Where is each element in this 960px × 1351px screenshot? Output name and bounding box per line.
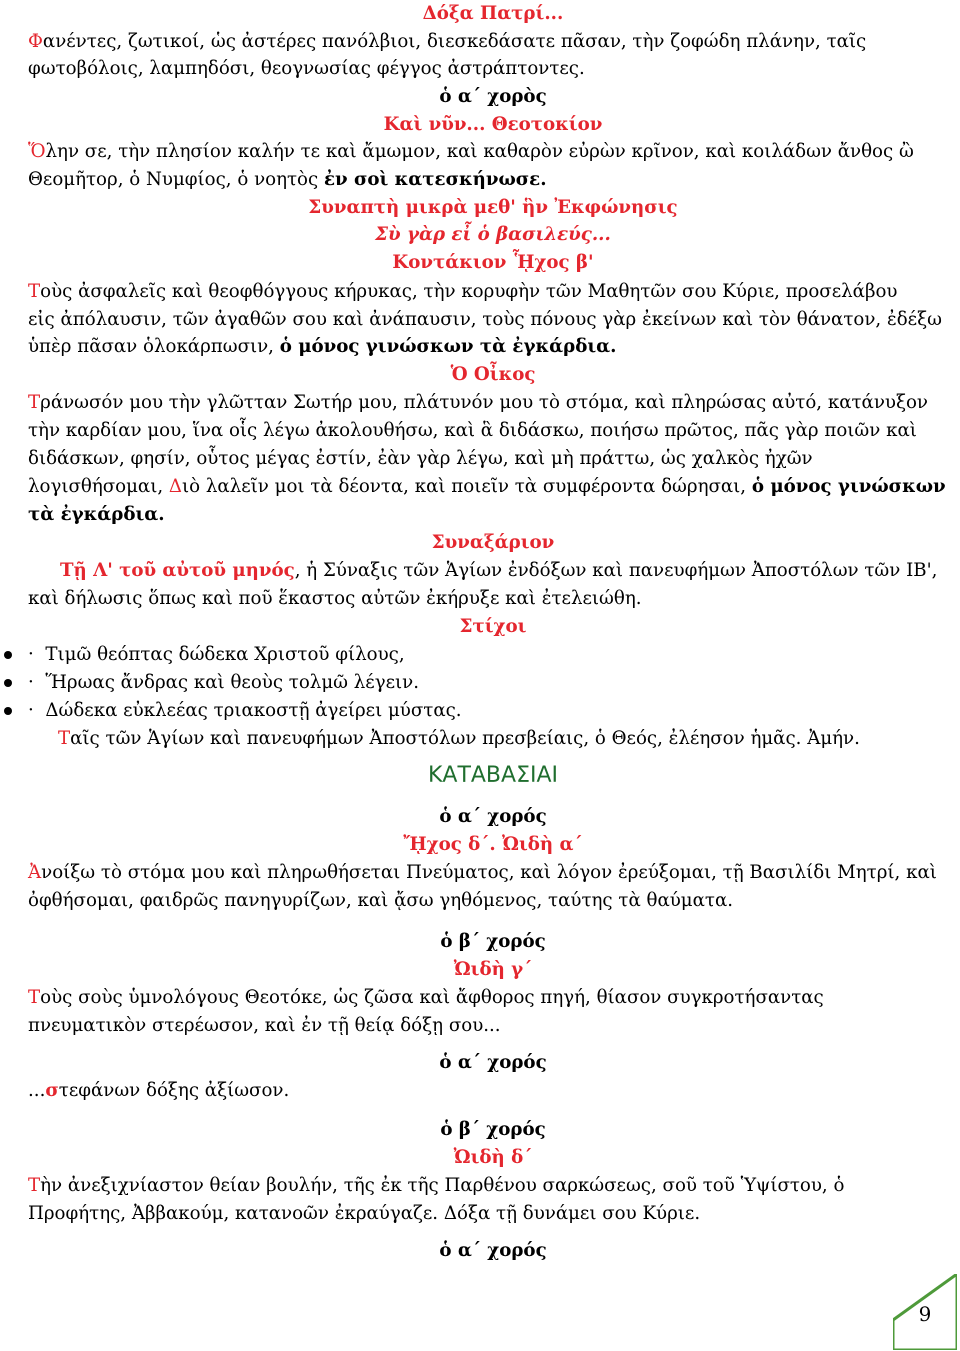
- page-number: 9: [918, 1302, 932, 1326]
- ode-3-ending: ...στεφάνων δόξης ἀξίωσον.: [28, 1080, 290, 1101]
- drop-capital: Τ: [28, 1175, 41, 1196]
- oikos-line-4: λογισθήσομαι, Διὸ λαλεῖν μοι τὰ δέοντα, καὶ ποιεῖν τὰ συμφέροντα δώρησαι, ὁ μόνος γινώσκων: [28, 476, 946, 497]
- choir-label: ὁ α΄ χορὸς: [439, 86, 547, 107]
- oikos-line-3: διδάσκων, φησίν, οὗτος μέγας ἐστίν, ἐὰν γὰρ λέγω, καὶ μὴ πράττω, ὡς χαλκὸς ἠχῶν: [28, 448, 813, 469]
- bullet-dot: [4, 679, 12, 687]
- choir-label: ὁ α΄ χορός: [439, 1052, 547, 1073]
- choir-label: ὁ α΄ χορός: [439, 806, 547, 827]
- stichoi-heading: Στίχοι: [459, 616, 527, 637]
- drop-capital: Τ: [28, 392, 41, 413]
- choir-label: ὁ α΄ χορός: [439, 1240, 547, 1261]
- synaxarion-heading: Συναξάριον: [431, 532, 555, 553]
- exapostilarion-line-1: Φανέντες, ζωτικοί, ὡς ἀστέρες πανόλβιοι, διεσκεδάσατε πᾶσαν, τὴν ζοφώδη πλάνην, ταῖς: [28, 31, 867, 52]
- ekfonisis-heading: Σὺ γὰρ εἶ ὁ βασιλεύς...: [375, 224, 611, 245]
- stichos-line: · Δώδεκα εὐκλεέας τριακοστῇ ἀγείρει μύστας.: [28, 700, 462, 722]
- bullet-dot: [4, 651, 12, 659]
- theotokion-line-2: Θεομῆτορ, ὁ Νυμφίος, ὁ νοητὸς ἐν σοὶ κατεσκήνωσε.: [28, 169, 547, 190]
- ode-4-line-1: Τὴν ἀνεξιχνίαστον θείαν βουλήν, τῆς ἐκ τῆς Παρθένου σαρκώσεως, σοῦ τοῦ Ὑψίστου, ὁ: [28, 1175, 845, 1196]
- ode-1-heading: ᾜχος δ΄. Ὠιδὴ α΄: [403, 834, 583, 855]
- katavasiai-heading: ΚΑΤΑΒΑΣΙΑΙ: [427, 763, 559, 788]
- bullet-dot: [4, 707, 12, 715]
- theotokion-line-1: Ὅλην σε, τὴν πλησίον καλήν τε καὶ ἄμωμον, καὶ καθαρὸν εὐρὼν κρῖνον, καὶ κοιλάδων ἄνθος ὢ: [28, 141, 914, 162]
- drop-capital: Φ: [28, 31, 43, 52]
- page-corner-badge: [893, 1274, 957, 1350]
- drop-capital: Τ: [28, 987, 41, 1008]
- exapostilarion-line-2: φωτοβόλοις, λαμπηδόσι, θεογνωσίας φέγγος ἀστράπτοντες.: [28, 58, 585, 79]
- ode-3-line-2: πνευματικὸν στερέωσον, καὶ ἐν τῇ θείᾳ δόξῃ σου...: [28, 1015, 501, 1036]
- kai-nyn-heading: Καὶ νῦν... Θεοτοκίον: [383, 114, 603, 135]
- kontakion-line-2: εἰς ἀπόλαυσιν, τῶν ἀγαθῶν σου καὶ ἀνάπαυσιν, τοὺς πόνους γὰρ ἐκείνων καὶ τὸν θάνατον, ἐδέξω: [28, 309, 942, 330]
- drop-capital: Ἀ: [28, 862, 42, 883]
- oikos-line-2: τὴν καρδίαν μου, ἵνα οἷς λέγω ἀκολουθήσω, καὶ ἃ διδάσκω, ποιήσω πρῶτος, πᾶς γὰρ ποιῶν καὶ: [28, 420, 917, 441]
- synapti-heading: Συναπτὴ μικρὰ μεθ' ἣν Ἐκφώνησις: [308, 197, 678, 218]
- presveiais-line: Ταῖς τῶν Ἁγίων καὶ πανευφήμων Ἀποστόλων πρεσβείαις, ὁ Θεός, ἐλέησον ἡμᾶς. Ἀμήν.: [58, 728, 860, 749]
- oikos-line-1: Τράνωσόν μου τὴν γλῶτταν Σωτήρ μου, πλάτυνόν μου τὸ στόμα, καὶ πληρώσας αὐτό, κατάνυξον: [28, 392, 928, 413]
- oikos-line-5: τὰ ἐγκάρδια.: [28, 504, 165, 525]
- kontakion-line-1: Τοὺς ἀσφαλεῖς καὶ θεοφθόγγους κήρυκας, τὴν κορυφὴν τῶν Μαθητῶν σου Κύριε, προσελάβου: [28, 281, 898, 302]
- drop-capital: Τ: [58, 728, 71, 749]
- synaxarion-line-2: καὶ δήλωσις ὅπως καὶ ποῦ ἕκαστος αὐτῶν ἐκήρυξε καὶ ἐτελειώθη.: [28, 588, 642, 609]
- choir-label: ὁ β΄ χορός: [440, 931, 546, 952]
- ode-3-heading: Ὠιδὴ γ΄: [453, 959, 533, 980]
- ode-3-line-1: Τοὺς σοὺς ὑμνολόγους Θεοτόκε, ὡς ζῶσα καὶ ἄφθορος πηγή, θίασον συγκροτήσαντας: [28, 987, 824, 1008]
- synaxarion-line-1: Τῇ Λ' τοῦ αὐτοῦ μηνός, ἡ Σύναξις τῶν Ἁγίων ἐνδόξων καὶ πανευφήμων Ἀποστόλων τῶν ΙΒ',: [60, 560, 938, 581]
- kontakion-line-3: ὑπὲρ πᾶσαν ὁλοκάρπωσιν, ὁ μόνος γινώσκων τὰ ἐγκάρδια.: [28, 336, 617, 357]
- stichos-line: · Τιμῶ θεόπτας δώδεκα Χριστοῦ φίλους,: [28, 644, 405, 666]
- ode-4-line-2: Προφήτης, Ἀββακούμ, κατανοῶν ἐκραύγαζε. Δόξα τῇ δυνάμει σου Κύριε.: [28, 1203, 701, 1224]
- ode-1-line-2: ὀφθήσομαι, φαιδρῶς πανηγυρίζων, καὶ ᾄσω γηθόμενος, ταύτης τὰ θαύματα.: [28, 890, 734, 911]
- doxa-patri-heading: Δόξα Πατρί...: [422, 3, 564, 24]
- stichos-line: · Ἥρωας ἄνδρας καὶ θεοὺς τολμῶ λέγειν.: [28, 672, 419, 694]
- ode-4-heading: Ὠιδὴ δ΄: [453, 1147, 533, 1168]
- drop-capital: Τ: [28, 281, 41, 302]
- drop-capital: Ὅ: [28, 141, 46, 162]
- oikos-heading: Ὁ Οἶκος: [450, 364, 536, 385]
- ode-1-line-1: Ἀνοίξω τὸ στόμα μου καὶ πληρωθήσεται Πνεύματος, καὶ λόγον ἐρεύξομαι, τῇ Βασιλίδι Μητρί, καὶ: [28, 862, 937, 883]
- choir-label: ὁ β΄ χορός: [440, 1119, 546, 1140]
- kontakion-heading: Κοντάκιον ᾟχος β': [392, 252, 594, 273]
